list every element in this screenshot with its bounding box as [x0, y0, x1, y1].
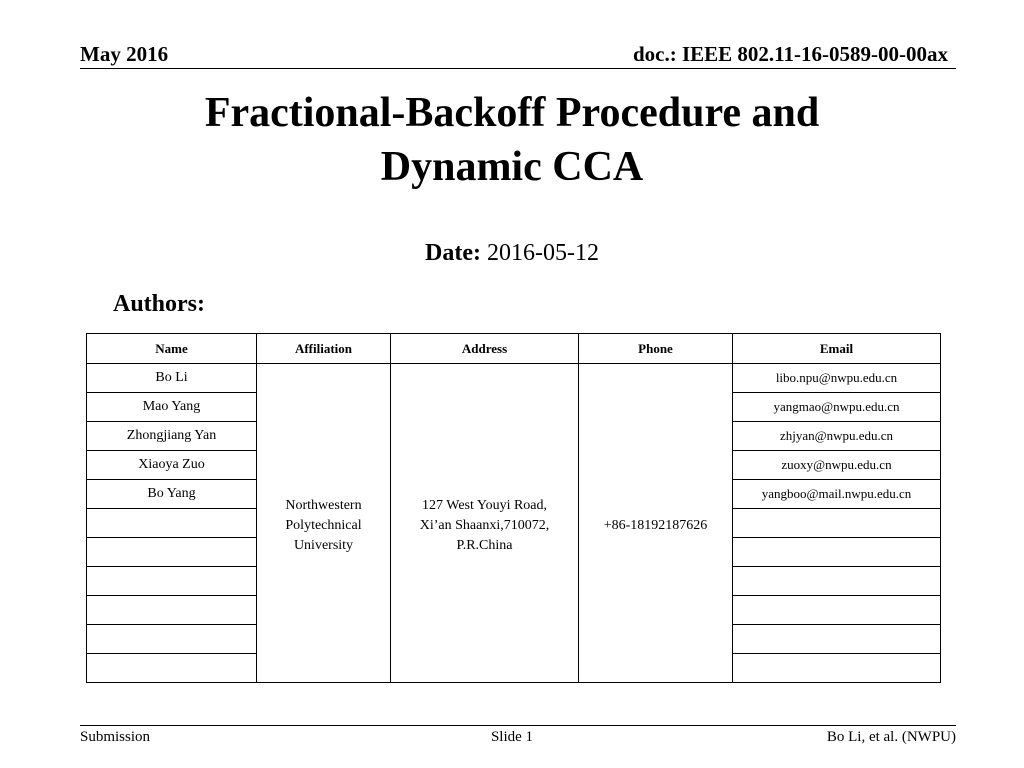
author-email: zuoxy@nwpu.edu.cn	[733, 451, 941, 480]
date-line	[0, 240, 1024, 267]
header-date: May 2016	[80, 42, 169, 66]
address-line: 127 West Youyi Road,	[421, 497, 548, 513]
footer-author-credit: Bo Li, et al. (NWPU)	[826, 729, 956, 745]
address-line: P.R.China	[456, 537, 513, 553]
author-email	[733, 654, 941, 683]
author-email: yangboo@mail.nwpu.edu.cn	[733, 480, 941, 509]
author-name: Bo Li	[87, 364, 257, 393]
title-line-2: Dynamic CCA	[380, 144, 644, 190]
author-name	[87, 509, 257, 538]
header-phone: Phone	[579, 334, 733, 364]
title-line-1: Fractional-Backoff Procedure and	[204, 90, 820, 136]
authors-heading: Authors:	[113, 291, 206, 317]
author-name	[87, 567, 257, 596]
affiliation-line: Polytechnical	[285, 517, 362, 533]
slide-title	[0, 86, 1024, 194]
date-label: Date:	[425, 240, 481, 266]
author-email: yangmao@nwpu.edu.cn	[733, 393, 941, 422]
author-name: Bo Yang	[87, 480, 257, 509]
footer-slide-number: Slide 1	[490, 729, 534, 745]
author-email	[733, 538, 941, 567]
author-name	[87, 596, 257, 625]
table-row	[87, 364, 941, 393]
header-divider	[80, 68, 956, 69]
affiliation-line: University	[293, 537, 354, 553]
affiliation-cell	[257, 364, 391, 683]
author-name	[87, 538, 257, 567]
address-cell	[391, 364, 579, 683]
author-email	[733, 567, 941, 596]
header-address: Address	[391, 334, 579, 364]
header-doc-id: doc.: IEEE 802.11-16-0589-00-00ax	[633, 42, 948, 66]
author-name: Zhongjiang Yan	[87, 422, 257, 451]
author-name: Mao Yang	[87, 393, 257, 422]
authors-table	[86, 333, 941, 683]
table-header-row	[87, 334, 941, 364]
author-name	[87, 625, 257, 654]
phone-cell: +86-18192187626	[579, 364, 733, 683]
author-email	[733, 509, 941, 538]
author-email	[733, 625, 941, 654]
footer-divider	[80, 725, 956, 726]
header-name: Name	[87, 334, 257, 364]
author-name: Xiaoya Zuo	[87, 451, 257, 480]
header-email: Email	[733, 334, 941, 364]
author-name	[87, 654, 257, 683]
date-value: 2016-05-12	[486, 240, 599, 266]
address-line: Xi’an Shaanxi,710072,	[419, 517, 550, 533]
author-email: zhjyan@nwpu.edu.cn	[733, 422, 941, 451]
footer-submission: Submission	[80, 729, 151, 745]
author-email	[733, 596, 941, 625]
affiliation-line: Northwestern	[285, 497, 362, 513]
header-affiliation: Affiliation	[257, 334, 391, 364]
author-email: libo.npu@nwpu.edu.cn	[733, 364, 941, 393]
